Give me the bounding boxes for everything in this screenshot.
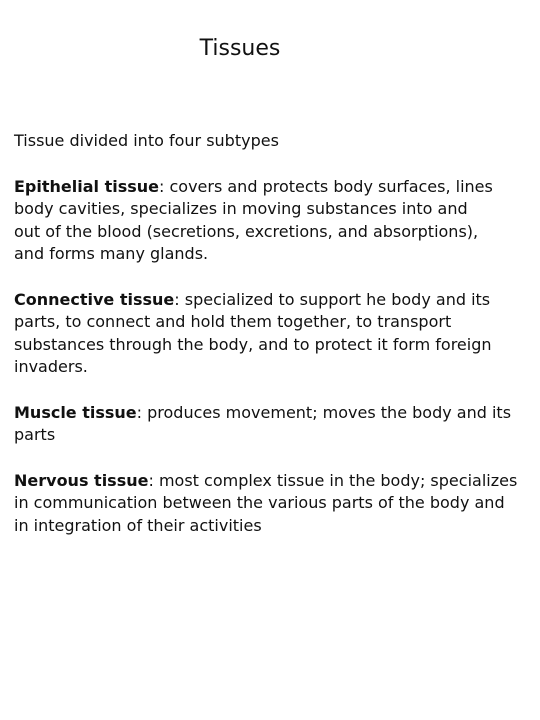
epithelial-tissue-term: Epithelial tissue — [14, 176, 159, 196]
connective-tissue-paragraph — [14, 289, 534, 379]
nervous-tissue-term: Nervous tissue — [14, 470, 149, 490]
muscle-tissue-paragraph — [14, 402, 514, 447]
intro-text: Tissue divided into four subtypes — [14, 131, 279, 150]
connective-tissue-definition: : specialized to support he body and its parts, to connect and hold them together, to transport substances through the body, and to protect it form foreign invaders. — [14, 289, 492, 376]
muscle-tissue-term: Muscle tissue — [14, 402, 137, 422]
page-title: Tissues — [199, 36, 281, 61]
connective-tissue-term: Connective tissue — [14, 289, 175, 309]
nervous-tissue-definition: : most complex tissue in the body; specializes in communication between the various parts of the body and in integration of their activities — [14, 470, 518, 535]
slide-body — [14, 130, 534, 560]
muscle-tissue-definition: : produces movement; moves the body and its parts — [14, 402, 512, 444]
epithelial-tissue-definition: : covers and protects body surfaces, lines body cavities, specializes in moving substances into and out of the blood (secretions, excretions, and absorptions), and forms many glands. — [14, 176, 493, 263]
nervous-tissue-paragraph — [14, 470, 519, 538]
epithelial-tissue-paragraph — [14, 176, 494, 266]
